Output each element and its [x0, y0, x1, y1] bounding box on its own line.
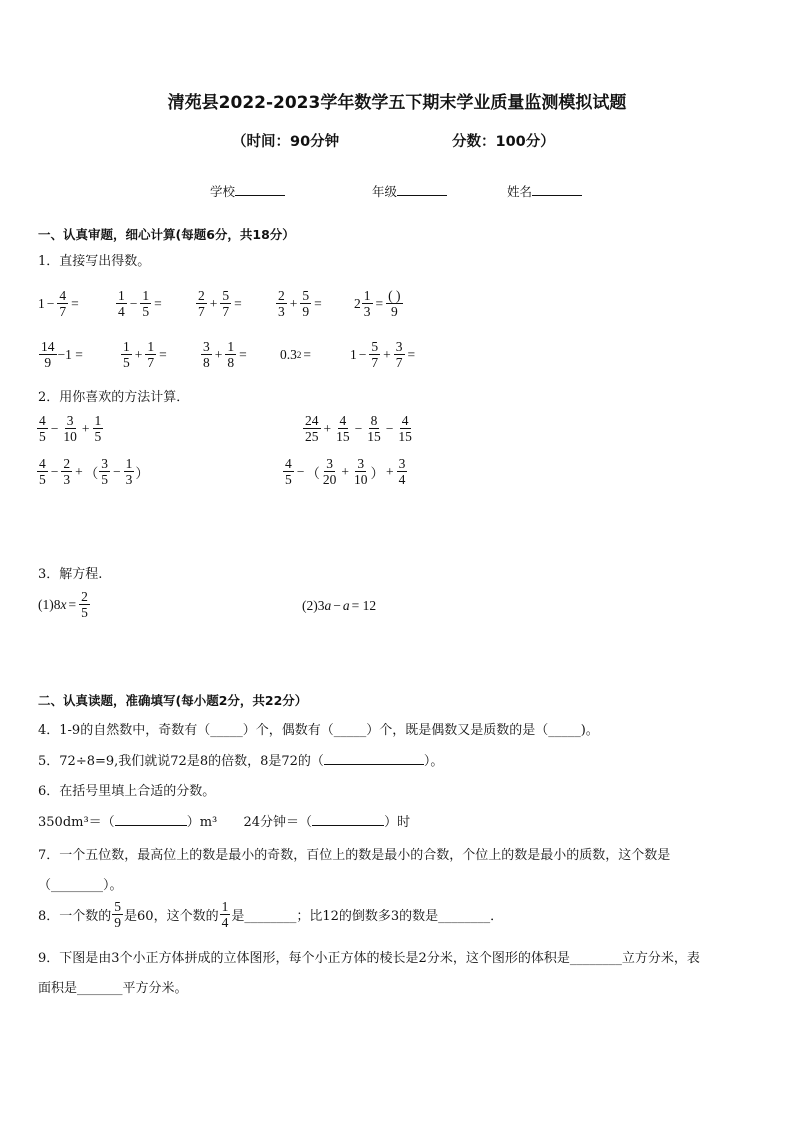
question-4: 4．1-9的自然数中，奇数有（_____）个，偶数有（_____）个，既是偶数又是质数的是（_____)。 [38, 723, 599, 738]
question-3: 3．解方程. [38, 567, 103, 582]
calc-5: 2 $\frac{1}{3}$ = $\frac{( )}{9}$ [354, 288, 401, 319]
calc-9: 0.3 2 = [280, 347, 311, 362]
section-1-title: 一、认真审题，细心计算(每题6分，共18分） [38, 227, 295, 242]
exam-score: 分数：100分） [452, 134, 555, 150]
equation-1: (1)8 x = $\frac{2}{5}$ [38, 589, 88, 620]
expr-2: $\frac{24}{25}$ + $\frac{4}{15}$ − $\frac{8}{15}$ − $\frac{4}{15}$ [305, 413, 412, 444]
calc-2: $\frac{1}{4}$ − $\frac{1}{5}$ = [118, 288, 162, 319]
calc-3: $\frac{2}{7}$ + $\frac{5}{7}$ = [198, 288, 242, 319]
calc-7: $\frac{1}{5}$ + $\frac{1}{7}$ = [123, 339, 167, 370]
expr-1: $\frac{4}{5}$ − $\frac{3}{10}$ + $\frac{1}{5}$ [39, 413, 102, 444]
question-5: 5．72÷8=9,我们就说72是8的倍数，8是72的（ ）。 [38, 754, 444, 769]
question-1: 1．直接写出得数。 [38, 254, 151, 269]
grade-field[interactable]: 年级 [372, 182, 447, 200]
calc-4: $\frac{2}{3}$ + $\frac{5}{9}$ = [278, 288, 322, 319]
question-2: 2．用你喜欢的方法计算． [38, 390, 190, 405]
question-7: 7．一个五位数，最高位上的数是最小的奇数，百位上的数是最小的合数，个位上的数是最小的质数，这个数是 [38, 848, 671, 863]
question-6-blanks: 350dm³＝（ ）m³ 24分钟＝（ ）时 [38, 815, 411, 830]
name-field[interactable]: 姓名 [507, 182, 582, 200]
calc-8: $\frac{3}{8}$ + $\frac{1}{8}$ = [203, 339, 247, 370]
exam-time: （时间：90分钟 [232, 134, 340, 150]
school-field[interactable]: 学校 [210, 182, 285, 200]
question-9-cont: 面积是_______平方分米。 [38, 981, 188, 996]
equation-2: (2)3 a − a = 12 [302, 598, 377, 613]
page-title: 清苑县2022-2023学年数学五下期末学业质量监测模拟试题 [167, 93, 627, 113]
calc-10: 1 − $\frac{5}{7}$ + $\frac{3}{7}$ = [350, 339, 416, 370]
calc-6: $\frac{14}{9}$ −1 = [41, 339, 83, 370]
expr-4: $\frac{4}{5}$ − （ $\frac{3}{20}$ + $\frac{3}{10}$ ） + $\frac{3}{4}$ [285, 456, 406, 487]
expr-3: $\frac{4}{5}$ − $\frac{2}{3}$ + （ $\frac{3}{5}$ − $\frac{1}{3}$ ） [39, 456, 149, 487]
section-2-title: 二、认真读题，准确填写(每小题2分，共22分） [38, 693, 308, 708]
question-9: 9．下图是由3个小正方体拼成的立体图形，每个小正方体的棱长是2分米，这个图形的体积是________立方分米，表 [38, 951, 700, 966]
calc-1: 1 − $\frac{4}{7}$ = [38, 288, 79, 319]
question-6: 6．在括号里填上合适的分数。 [38, 784, 216, 799]
question-8: 8．一个数的 $\frac{5}{9}$ 是60，这个数的 $\frac{1}{4}$ 是________；比12的倒数多3的数是________． [38, 899, 504, 930]
question-7-answer: （________）。 [38, 878, 123, 893]
